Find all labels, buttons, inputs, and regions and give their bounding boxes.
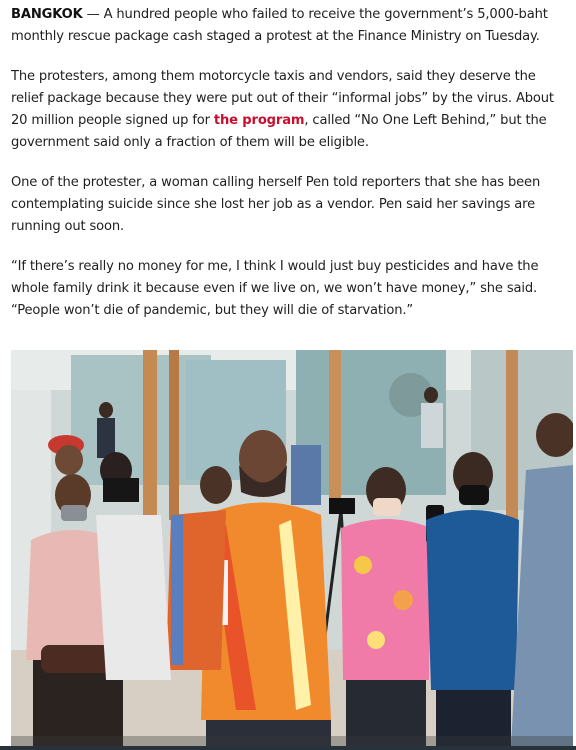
floral-pattern — [367, 631, 385, 649]
bottom-bar — [0, 746, 576, 750]
protest-photo-illustration — [11, 350, 573, 746]
paragraph-2 — [11, 66, 567, 154]
background-person-head — [424, 387, 438, 403]
woman-left-mask — [61, 505, 87, 521]
woman-blue-shirt — [426, 510, 519, 690]
paragraph-2-text-before: The protesters, among them motorcycle taxis and vendors, said they deserve the relief package because they were put out of their “informal jobs” by the virus. About 20 million people signed up for — [11, 69, 554, 128]
paragraph-4-quote: “If there’s really no money for me, I think I would just buy pesticides and have the whole family drink it because even if we live on, we won’t have money,” she said. “People won’t die of pandemic, but they will die of starvation.” — [11, 259, 539, 318]
vest-man-head — [200, 466, 232, 504]
dateline: BANGKOK — [11, 7, 83, 22]
background-person-head — [99, 402, 113, 418]
program-link[interactable]: the program — [213, 113, 305, 128]
camera — [329, 498, 355, 514]
woman-floral-mask — [373, 498, 401, 516]
floral-pattern — [354, 556, 372, 574]
woman-floral-shirt — [341, 519, 431, 680]
vest-man-sleeve — [171, 515, 183, 665]
paragraph-1 — [11, 4, 567, 48]
wooden-pillar-4 — [506, 350, 518, 520]
wooden-pillar-2 — [169, 350, 179, 520]
paragraph-3: One of the protester, a woman calling herself Pen told reporters that she has been contemplating suicide since she lost her job as a vendor. Pen said her savings are running out soon. — [11, 175, 541, 234]
protest-photo — [11, 350, 573, 746]
background-person-body — [291, 445, 321, 505]
paragraph-1-text: — A hundred people who failed to receive the government’s 5,000-baht monthly rescue package cash staged a protest at the Finance Ministry on Tuesday. — [11, 7, 548, 44]
photo-shadow — [11, 736, 573, 746]
wooden-pillar-1 — [143, 350, 157, 520]
background-person-body — [421, 403, 443, 448]
woman-left-bag — [41, 645, 111, 673]
photographer-camera — [103, 478, 139, 502]
red-cap-person-head — [55, 445, 83, 475]
floral-pattern — [393, 590, 413, 610]
wooden-pillar-3 — [329, 350, 341, 510]
woman-blue-mask — [459, 485, 489, 505]
background-person-body — [97, 418, 115, 458]
paragraph-2-text-after: , called “No One Left Behind,” but the government said only a fraction of them will be eligible. — [11, 113, 547, 150]
photographer-body — [96, 515, 171, 680]
